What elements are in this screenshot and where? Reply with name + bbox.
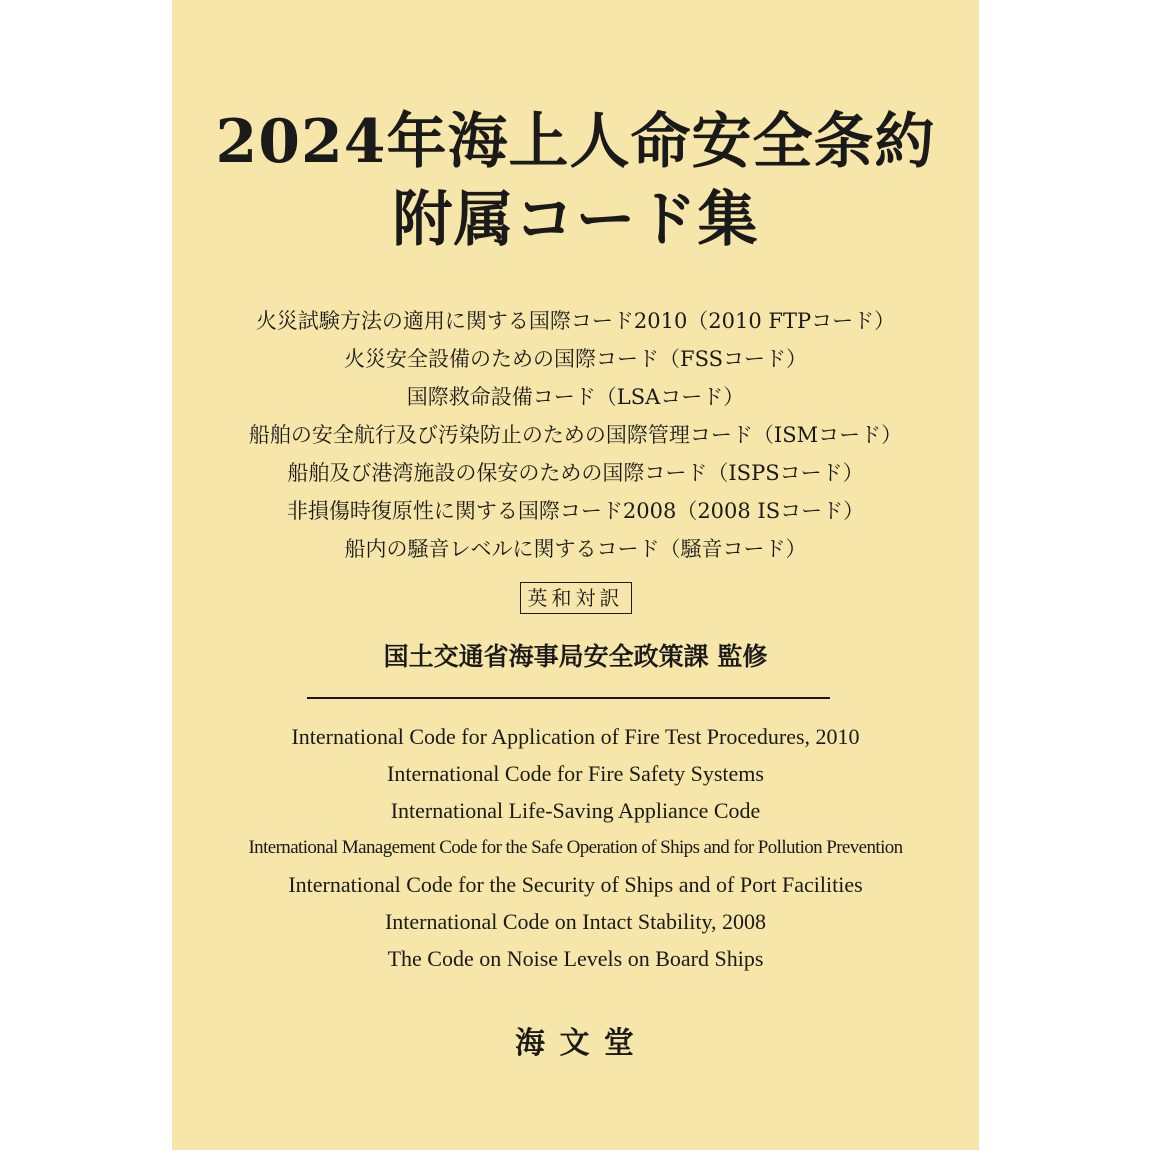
title-line-2: 附属コード集 [392, 185, 759, 255]
japanese-code-item: 火災試験方法の適用に関する国際コード2010（2010 FTPコード） [255, 309, 896, 333]
english-code-item: International Code on Intact Stability, 2008 [384, 909, 767, 934]
japanese-code-item: 国際救命設備コード（LSAコード） [406, 385, 745, 409]
english-code-item: International Code for Fire Safety Systems [387, 761, 764, 786]
japanese-code-list [172, 302, 979, 568]
japanese-code-item: 非損傷時復原性に関する国際コード2008（2008 ISコード） [286, 499, 865, 523]
divider-line [307, 697, 830, 699]
japanese-code-item: 船舶の安全航行及び汚染防止のための国際管理コード（ISMコード） [248, 423, 903, 447]
japanese-code-item: 船舶及び港湾施設の保安のための国際コード（ISPSコード） [287, 461, 864, 485]
english-code-item: International Management Code for the Safe Operation of Ships and for Pollution Prevention [248, 837, 903, 858]
english-code-item: International Life-Saving Appliance Code [390, 798, 761, 823]
publisher-name: 海 文 堂 [515, 1026, 636, 1061]
title-line-1: 2024年海上人命安全条約 [215, 107, 936, 177]
book-cover [172, 0, 979, 1150]
english-code-list [172, 718, 979, 977]
supervisor-credit: 国土交通省海事局安全政策課 監修 [383, 642, 768, 671]
badge-container [172, 582, 979, 614]
japanese-code-item: 船内の騒音レベルに関するコード（騒音コード） [344, 537, 807, 561]
english-code-item: International Code for the Security of Ships and of Port Facilities [288, 872, 863, 897]
english-code-item: International Code for Application of Fire Test Procedures, 2010 [291, 724, 860, 749]
bilingual-badge: 英和対訳 [520, 582, 632, 614]
english-code-item: The Code on Noise Levels on Board Ships [387, 946, 764, 971]
japanese-code-item: 火災安全設備のための国際コード（FSSコード） [344, 347, 807, 371]
